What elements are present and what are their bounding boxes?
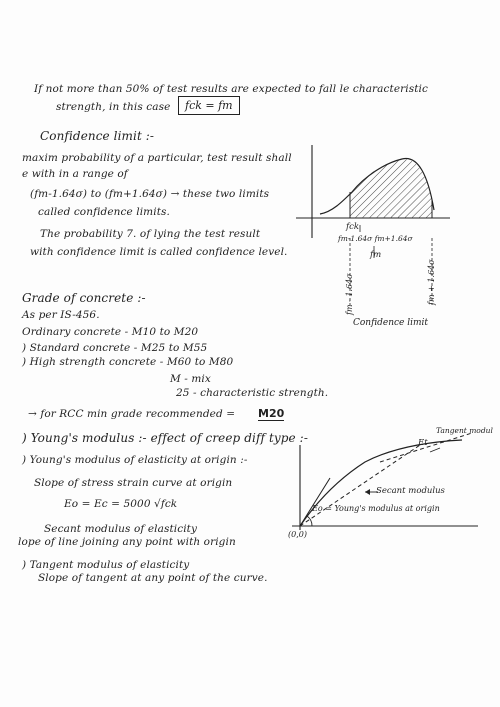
fig2-curve	[300, 440, 462, 526]
fig2-et-label: Et	[418, 438, 428, 448]
note-line-23: lope of line joining any point with origin	[18, 536, 236, 548]
heading-confidence-limit: Confidence limit :-	[40, 129, 155, 143]
fig2-origin-point: (0,0)	[288, 530, 307, 539]
note-line-13: ) Standard concrete - M25 to M55	[22, 342, 208, 354]
note-line-1: If not more than 50% of test results are expected to fall le characteristic	[34, 83, 428, 95]
min-grade-value: M20	[258, 407, 285, 420]
fig1-label-fck: fck	[346, 222, 360, 232]
note-line-2: strength, in this case	[56, 101, 171, 113]
fig1-left-vertical-label: fm - 1.64σ	[345, 273, 354, 315]
note-line-15: M - mix	[170, 373, 211, 385]
note-line-6: (fm-1.64σ) to (fm+1.64σ) → these two limits	[30, 188, 270, 200]
note-line-5: e with in a range of	[22, 168, 128, 180]
fig1-right-vertical-label: fm + 1.64σ	[427, 259, 436, 305]
note-line-12: Ordinary concrete - M10 to M20	[22, 326, 199, 338]
note-line-24: ) Tangent modulus of elasticity	[22, 559, 190, 571]
formula-box: fck = fm	[178, 96, 240, 115]
note-line-11: As per IS-456.	[22, 309, 100, 321]
fig1-label-fm: fm	[370, 250, 382, 260]
fig2-origin-label: Eo = Young's modulus at origin	[312, 504, 440, 513]
fig2-origin-tangent	[300, 478, 330, 526]
note-line-17: → for RCC min grade recommended =	[28, 408, 236, 420]
note-line-16: 25 - characteristic strength.	[176, 387, 329, 399]
note-line-7: called confidence limits.	[38, 206, 170, 218]
note-line-21: Eo = Ec = 5000 √fck	[64, 498, 178, 510]
fig1-hatched-area	[350, 159, 432, 218]
fig2-tangent-label: Tangent modul	[436, 426, 493, 435]
note-line-25: Slope of tangent at any point of the curve.	[38, 572, 268, 584]
heading-grade-of-concrete: Grade of concrete :-	[22, 291, 146, 305]
note-line-9: with confidence limit is called confidence level.	[30, 246, 288, 258]
note-line-19: ) Young's modulus of elasticity at origin :-	[22, 454, 248, 466]
fig2-secant-label: Secant modulus	[376, 486, 445, 496]
note-line-22: Secant modulus of elasticity	[44, 523, 198, 535]
note-line-4: maxim probability of a particular, test result shall	[22, 152, 292, 164]
note-line-8: The probability 7. of lying the test result	[40, 228, 261, 240]
note-line-20: Slope of stress strain curve at origin	[34, 477, 233, 489]
fig1-label-range: fm-1.64σ fm+1.64σ	[338, 234, 413, 243]
note-line-14: ) High strength concrete - M60 to M80	[22, 356, 234, 368]
fig1-caption: Confidence limit	[353, 318, 429, 328]
heading-youngs-modulus: ) Young's modulus :- effect of creep diff type :-	[22, 431, 308, 445]
